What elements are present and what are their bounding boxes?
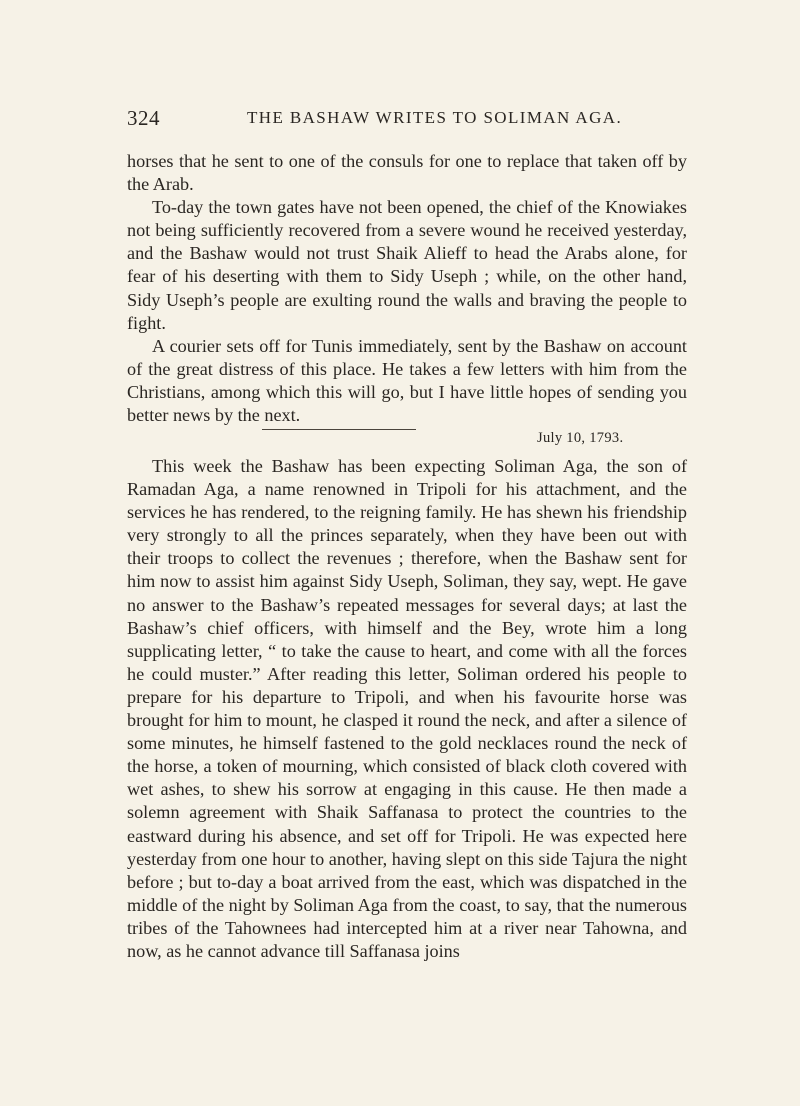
- paragraph: A courier sets off for Tunis immediately, sent by the Bashaw on account of the great distress of this place. He takes a few letters with him from the Christians, among which this will go, but I have little hopes of sending you better news by the next.: [127, 335, 687, 426]
- letter-body: [127, 455, 687, 963]
- paragraph: To-day the town gates have not been opened, the chief of the Knowiakes not being sufficiently recovered from a severe wound he received yesterday, and the Bashaw would not trust Shaik Alieff to head the Arabs alone, for fear of his deserting with them to Sidy Useph ; while, on the other hand, Sidy Useph’s people are exulting round the walls and braving the people to fight.: [127, 197, 687, 333]
- letter-date: July 10, 1793.: [537, 430, 624, 446]
- paragraph: This week the Bashaw has been expecting Soliman Aga, the son of Ramadan Aga, a name renowned in Tripoli for his attachment, and the services he has rendered, to the reigning family. He has shewn his friendship very strongly to all the princes separately, when they have been out with their troops to collect the revenues ; therefore, when the Bashaw sent for him now to assist him against Sidy Useph, Soliman, they say, wept. He gave no answer to the Bashaw’s repeated messages for several days; at last the Bashaw’s chief officers, with himself and the Bey, wrote him a long supplicating letter, “ to take the cause to heart, and come with all the forces he could muster.” After reading this letter, Soliman ordered his people to prepare for his departure to Tripoli, and when his favourite horse was brought for him to mount, he clasped it round the neck, and after a silence of some minutes, he himself fastened to the gold necklaces round the neck of the horse, a token of mourning, which consisted of black cloth covered with wet ashes, to shew his sorrow at engaging in this cause. He then made a solemn agreement with Shaik Saffanasa to protect the countries to the eastward during his absence, and set off for Tripoli. He was expected here yesterday from one hour to another, having slept on this side Tajura the night before ; but to-day a boat arrived from the east, which was dispatched in the middle of the night by Soliman Aga from the coast, to say, that the numerous tribes of the Tahownees had intercepted him at a river near Tahowna, and now, as he cannot advance till Saffanasa joins: [127, 456, 687, 961]
- paragraph: horses that he sent to one of the consuls for one to replace that taken off by the Arab.: [127, 151, 687, 195]
- running-title: THE BASHAW WRITES TO SOLIMAN AGA.: [247, 108, 623, 127]
- section-divider: [262, 429, 416, 430]
- page-number: 324: [127, 106, 160, 130]
- body-text: [127, 150, 687, 427]
- page-header: [127, 106, 687, 136]
